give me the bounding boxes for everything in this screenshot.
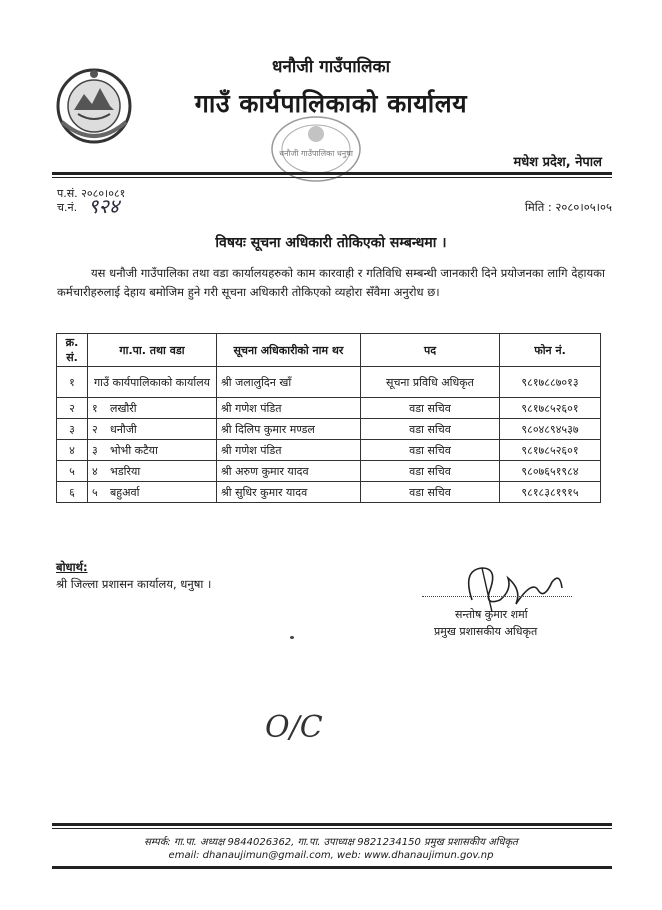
cc-recipient: श्री जिल्ला प्रशासन कार्यालय, धनुषा ।	[56, 577, 212, 591]
table-row	[57, 482, 601, 503]
header-phone: फोन नं.	[500, 334, 601, 367]
cell-sn: ६	[57, 482, 88, 503]
cell-unit	[88, 398, 217, 419]
cell-unit-name: लखौरी	[110, 401, 137, 415]
cell-phone: ९८१८३८१९१५	[500, 482, 601, 503]
cell-unit	[88, 482, 217, 503]
cell-name: श्री गणेश पंडित	[217, 398, 361, 419]
reference-cn-number: ९२४	[88, 194, 120, 218]
cell-name: श्री जलालुदिन खाँ	[217, 367, 361, 398]
reference-ps: प.सं. २०८०।०८१	[57, 187, 126, 200]
footer-contact: सम्पर्क: गा.पा. अध्यक्ष 9844026362, गा.पा. उपाध्यक्ष 9821234150 प्रमुख प्रशासकीय अधिकृत	[144, 837, 518, 848]
header-divider	[52, 172, 612, 175]
header-post: पद	[361, 334, 500, 367]
cell-name: श्री गणेश पंडित	[217, 440, 361, 461]
handwritten-mark: O/C	[265, 710, 323, 745]
cell-phone: ९८१७८५२६०१	[500, 398, 601, 419]
letter-date: मिति : २०८०।०५।०५	[524, 200, 612, 214]
header-unit: गा.पा. तथा वडा	[88, 334, 217, 367]
header-name: सूचना अधिकारीको नाम थर	[217, 334, 361, 367]
subject-line: विषयः सूचना अधिकारी तोकिएको सम्बन्धमा ।	[215, 235, 447, 251]
body-paragraph: यस धनौजी गाउँपालिका तथा वडा कार्यालयहरुको काम कारवाही र गतिविधि सम्बन्धी जानकारी दिने प्रयोजनका लागि देहायका कर्मचारीहरुलाई देहाय बमोजिम हुने गरी सूचना अधिकारी तोकिएको व्यहोरा सँवैमा अनुरोध छ।	[57, 266, 605, 299]
cell-unit-name: बहुअर्वा	[110, 485, 140, 499]
cell-post: वडा सचिव	[361, 419, 500, 440]
stamp-text: धनौजी गाउँपालिका धनुषा	[279, 149, 353, 158]
cc-label: बोधार्थ:	[56, 560, 88, 574]
cell-unit: गाउँ कार्यपालिकाको कार्यालय	[88, 367, 217, 398]
org-name: धनौजी गाउँपालिका	[272, 57, 390, 77]
footer-email: email: dhanaujimun@gmail.com, web: www.dhanaujimun.gov.np	[168, 850, 494, 861]
cell-post: वडा सचिव	[361, 461, 500, 482]
cell-ward: १	[92, 401, 98, 415]
cell-name: श्री अरुण कुमार यादव	[217, 461, 361, 482]
table-row	[57, 461, 601, 482]
cell-unit	[88, 461, 217, 482]
cell-name: श्री दिलिप कुमार मण्डल	[217, 419, 361, 440]
cell-sn: १	[57, 367, 88, 398]
cell-ward: २	[92, 422, 98, 436]
footer-divider-thin	[52, 828, 612, 829]
cell-sn: ३	[57, 419, 88, 440]
table-row	[57, 367, 601, 398]
footer-divider	[52, 823, 612, 826]
footer-divider-bottom	[52, 866, 612, 869]
table-header-row	[57, 334, 601, 367]
cell-post: वडा सचिव	[361, 482, 500, 503]
cell-unit-name: भोभी कटैया	[110, 443, 158, 457]
cell-unit	[88, 440, 217, 461]
cell-post: सूचना प्रविधि अधिकृत	[361, 367, 500, 398]
office-name: गाउँ कार्यपालिकाको कार्यालय	[194, 89, 468, 118]
cell-sn: ५	[57, 461, 88, 482]
signature-line	[422, 596, 572, 597]
cell-sn: ४	[57, 440, 88, 461]
cell-phone: ९८०७६५१९८४	[500, 461, 601, 482]
cell-name: श्री सुधिर कुमार यादव	[217, 482, 361, 503]
signatory-name: सन्तोष कुमार शर्मा	[455, 608, 528, 621]
cell-phone: ९८०४८९४५३७	[500, 419, 601, 440]
cell-sn: २	[57, 398, 88, 419]
province: मधेश प्रदेश, नेपाल	[513, 155, 602, 170]
cell-ward: ५	[92, 485, 98, 499]
cell-post: वडा सचिव	[361, 398, 500, 419]
cell-unit	[88, 419, 217, 440]
cell-ward: ३	[92, 443, 98, 457]
table-row	[57, 398, 601, 419]
cell-ward: ४	[92, 464, 98, 478]
header-sn: क्र. सं.	[57, 334, 88, 367]
information-officers-table	[56, 333, 601, 503]
cell-phone: ९८१७८८७०१३	[500, 367, 601, 398]
table-row	[57, 419, 601, 440]
cell-unit-name: धनौजी	[110, 422, 137, 436]
header-divider-thin	[52, 177, 612, 178]
cell-post: वडा सचिव	[361, 440, 500, 461]
table-row	[57, 440, 601, 461]
ink-dot	[290, 636, 294, 639]
cell-phone: ९८१७८५२६०१	[500, 440, 601, 461]
reference-cn-label: च.नं.	[57, 201, 78, 214]
cell-unit-name: भडरिया	[110, 464, 141, 478]
signatory-title: प्रमुख प्रशासकीय अधिकृत	[434, 625, 538, 638]
